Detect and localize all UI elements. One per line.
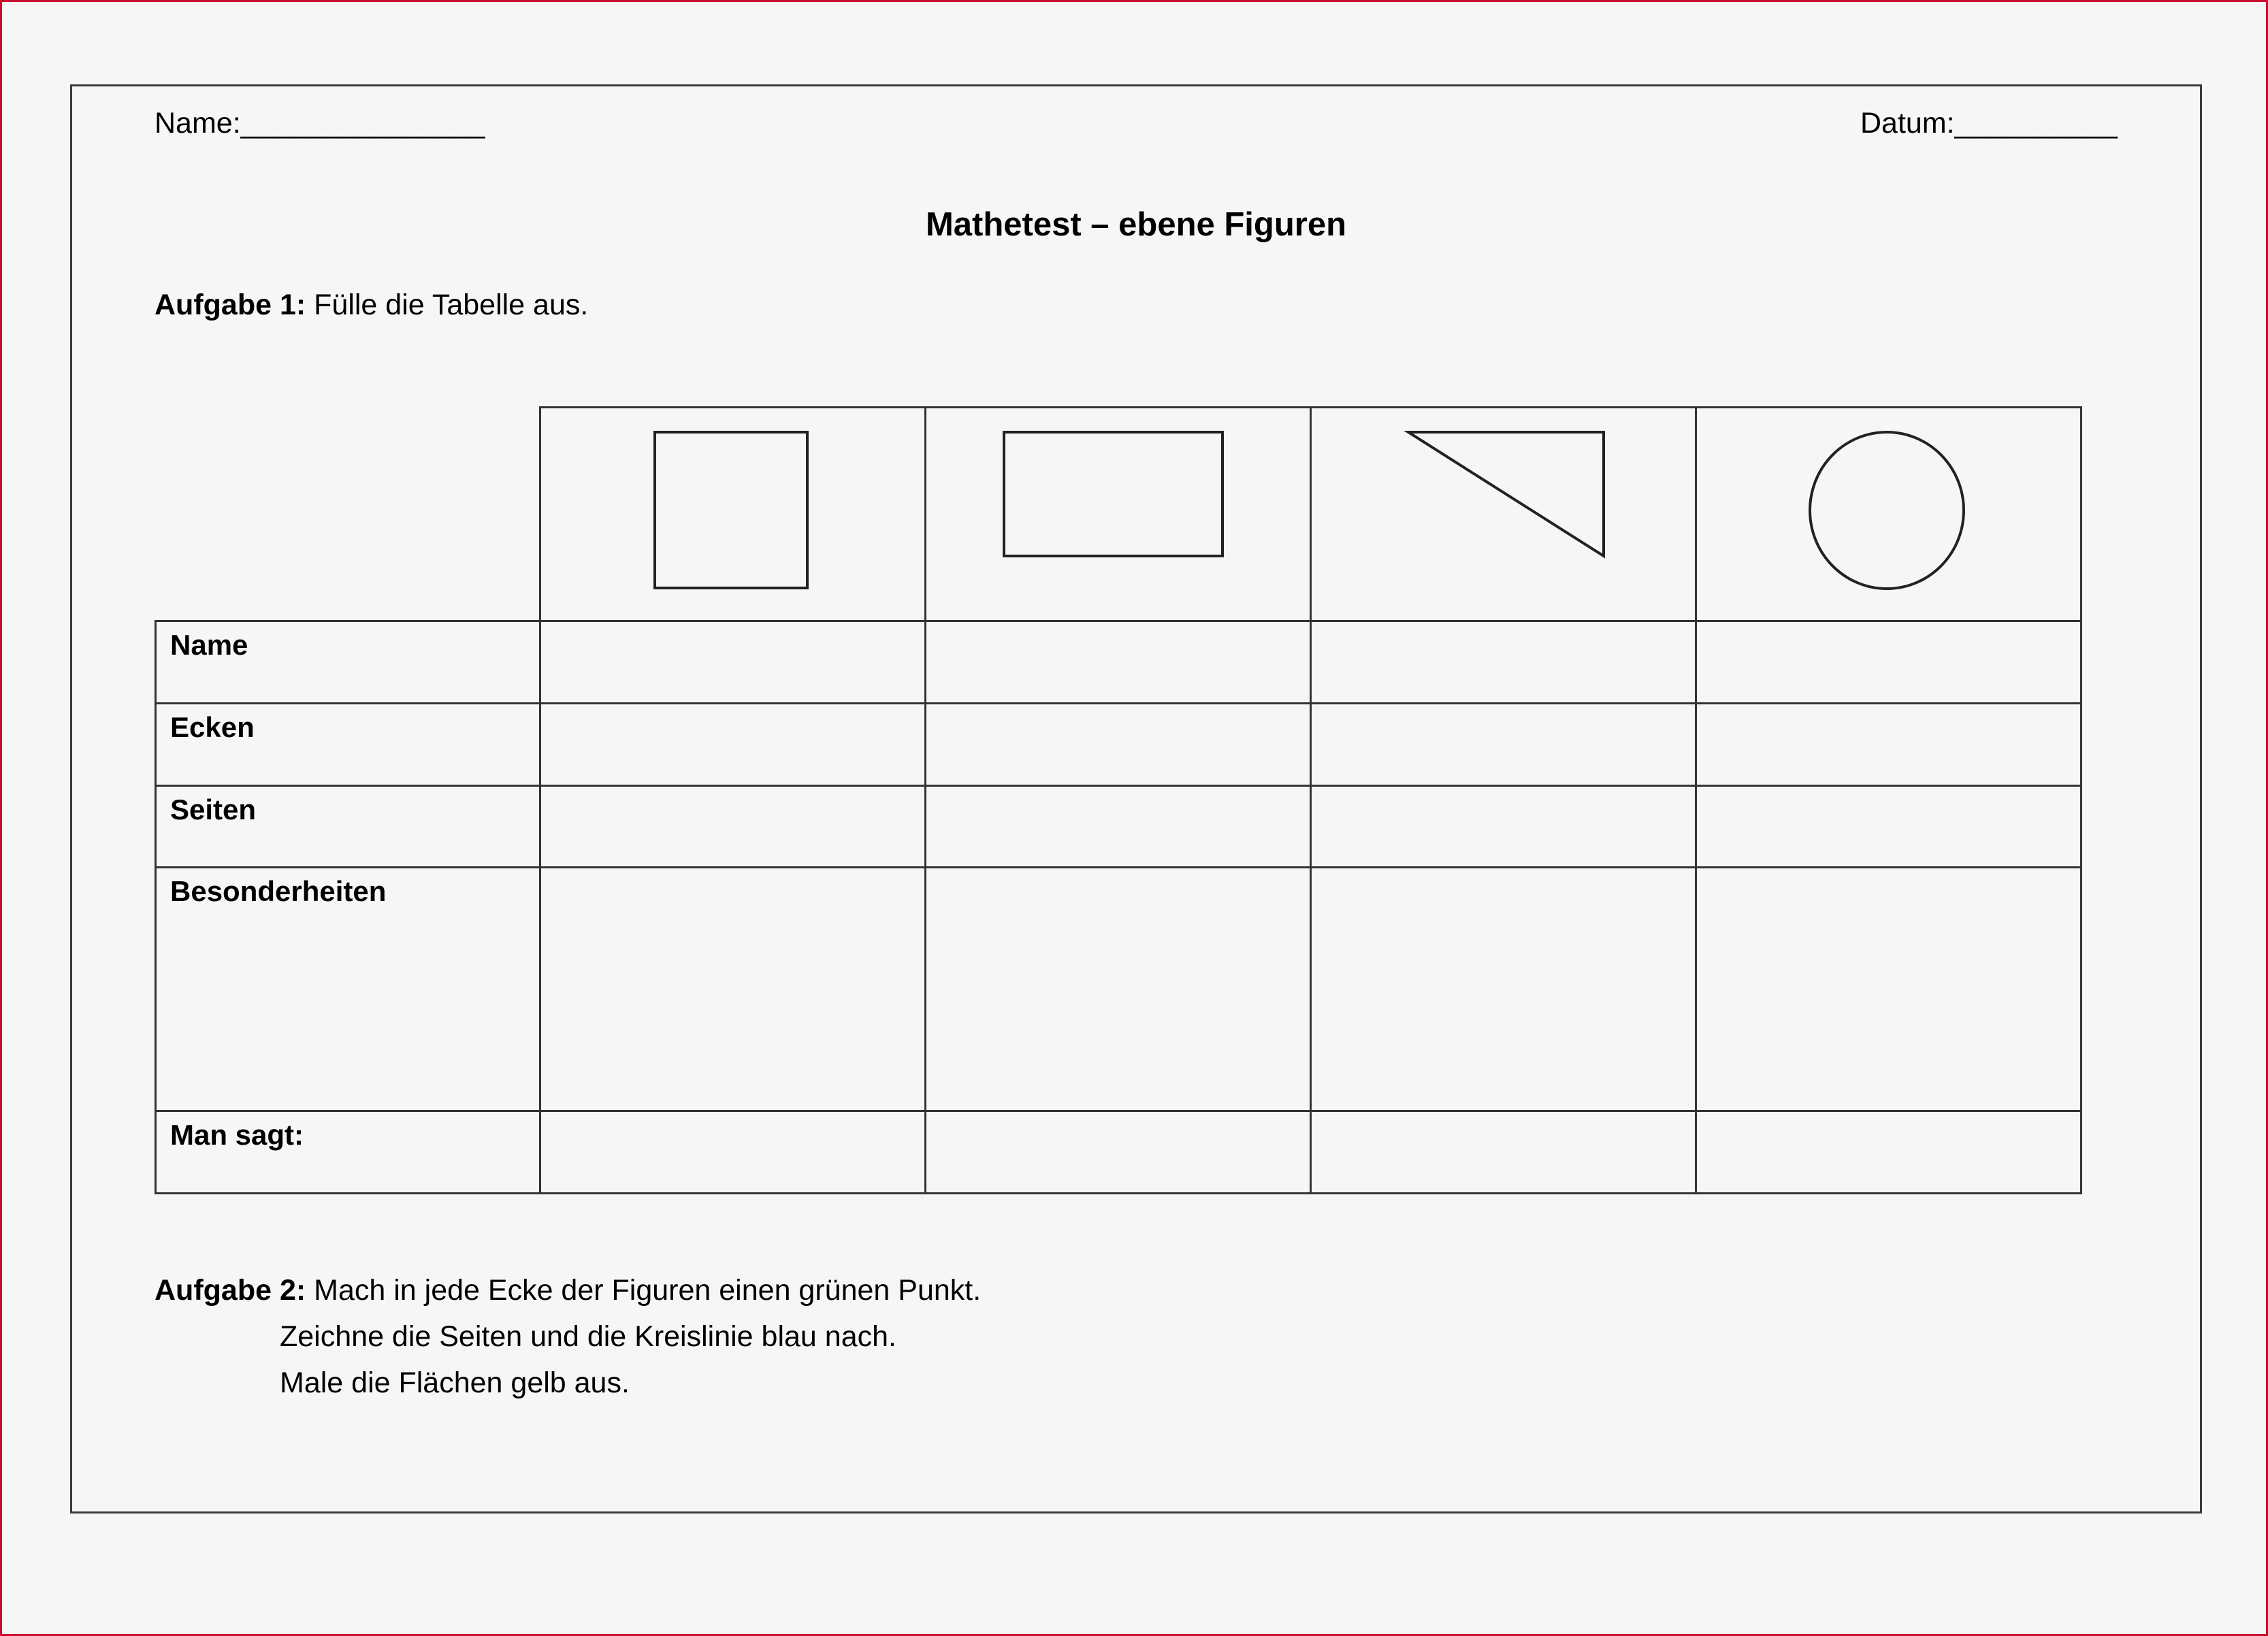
row-label-seiten: Seiten <box>156 786 540 868</box>
table-corner-blank <box>156 408 540 621</box>
answer-cell[interactable] <box>1696 621 2081 704</box>
shape-cell-rectangle <box>926 408 1311 621</box>
task2-line1: Mach in jede Ecke der Figuren einen grünen Punkt. <box>306 1274 982 1307</box>
table-row <box>156 786 2081 868</box>
row-label-ecken: Ecken <box>156 704 540 786</box>
answer-cell[interactable] <box>1696 1111 2081 1194</box>
task1-text: Fülle die Tabelle aus. <box>306 289 589 321</box>
answer-cell[interactable] <box>1696 868 2081 1111</box>
table-row <box>156 704 2081 786</box>
answer-cell[interactable] <box>540 1111 926 1194</box>
answer-cell[interactable] <box>1311 704 1696 786</box>
page-title: Mathetest – ebene Figuren <box>925 206 1347 243</box>
answer-cell[interactable] <box>926 1111 1311 1194</box>
date-field-label: Datum:__________ <box>1860 107 2118 140</box>
worksheet-frame <box>70 84 2202 1514</box>
row-label-man-sagt: Man sagt: <box>156 1111 540 1194</box>
answer-cell[interactable] <box>1311 621 1696 704</box>
name-field-label: Name:_______________ <box>155 107 485 140</box>
row-label-besonderheiten: Besonderheiten <box>156 868 540 1111</box>
task2-instruction <box>155 1276 981 1305</box>
answer-cell[interactable] <box>540 868 926 1111</box>
table-row <box>156 1111 2081 1194</box>
answer-cell[interactable] <box>926 621 1311 704</box>
figures-table <box>155 406 2082 1194</box>
answer-cell[interactable] <box>926 704 1311 786</box>
shape-header-row <box>156 408 2081 621</box>
answer-cell[interactable] <box>540 621 926 704</box>
task2-line2: Zeichne die Seiten und die Kreislinie blau nach. <box>280 1320 896 1353</box>
answer-cell[interactable] <box>540 786 926 868</box>
table-row <box>156 868 2081 1111</box>
task2-line3: Male die Flächen gelb aus. <box>280 1367 630 1399</box>
row-label-name: Name <box>156 621 540 704</box>
shape-cell-square <box>540 408 926 621</box>
square-icon <box>541 408 926 622</box>
answer-cell[interactable] <box>1311 868 1696 1111</box>
table-row <box>156 621 2081 704</box>
task1-label: Aufgabe 1: <box>155 289 306 321</box>
answer-cell[interactable] <box>926 786 1311 868</box>
task2-label: Aufgabe 2: <box>155 1274 306 1307</box>
rectangle-icon <box>926 408 1312 622</box>
right-triangle-icon <box>1312 408 1697 622</box>
answer-cell[interactable] <box>1311 1111 1696 1194</box>
answer-cell[interactable] <box>1311 786 1696 868</box>
answer-cell[interactable] <box>1696 786 2081 868</box>
circle-icon <box>1697 408 2082 622</box>
answer-cell[interactable] <box>1696 704 2081 786</box>
shape-cell-circle <box>1696 408 2081 621</box>
shape-cell-triangle <box>1311 408 1696 621</box>
task1-instruction <box>155 291 588 320</box>
answer-cell[interactable] <box>540 704 926 786</box>
answer-cell[interactable] <box>926 868 1311 1111</box>
